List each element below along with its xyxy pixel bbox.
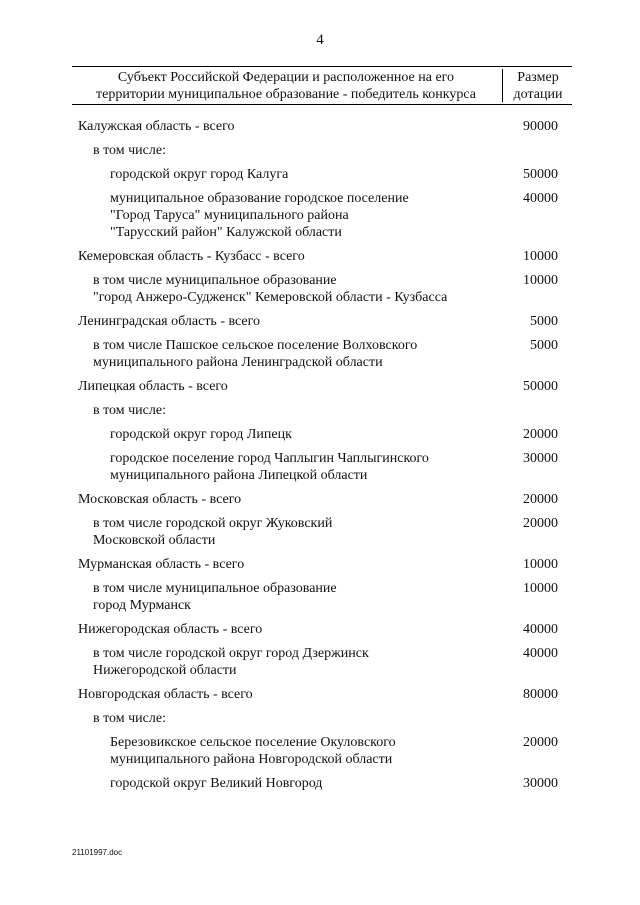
row-label-line: городской округ город Калуга (110, 167, 289, 182)
row-label-line: городской округ город Липецк (110, 427, 292, 442)
row-amount: 40000 (523, 191, 558, 206)
row-amount: 40000 (523, 622, 558, 637)
row-label-line: муниципального района Липецкой области (110, 468, 368, 483)
row-label (78, 248, 305, 265)
row-amount: 30000 (523, 776, 558, 791)
row-label-line: в том числе муниципальное образование (93, 581, 337, 596)
row-label-line: "Город Таруса" муниципального района (110, 208, 349, 223)
row-label-line: в том числе: (93, 143, 166, 158)
header-amount (502, 69, 573, 102)
row-label (110, 775, 322, 792)
header-amount-line-1: Размер (517, 70, 559, 85)
row-label (78, 491, 241, 508)
page-number: 4 (316, 32, 324, 48)
row-label-line: в том числе Пашское сельское поселение Волховского (93, 338, 418, 353)
header-subject-line-1: Субъект Российской Федерации и расположенное на его (117, 70, 455, 85)
row-label-line: городское поселение город Чаплыгин Чаплыгинского (110, 451, 429, 466)
row-label-line: "Тарусский район" Калужской области (110, 225, 342, 240)
table-header (72, 66, 572, 105)
header-amount-line-2: дотации (513, 87, 563, 102)
row-label (78, 556, 244, 573)
row-label (110, 426, 292, 443)
row-amount: 80000 (523, 687, 558, 702)
row-label (93, 645, 369, 679)
row-label-line: Калужская область - всего (78, 119, 235, 134)
row-amount: 50000 (523, 379, 558, 394)
row-label-line: Нижегородской области (93, 663, 237, 678)
row-amount: 20000 (523, 735, 558, 750)
row-label (93, 580, 337, 614)
row-amount: 10000 (523, 581, 558, 596)
row-label (93, 402, 166, 419)
row-label-line: в том числе городской округ Жуковский (93, 516, 333, 531)
header-subject-line-2: территории муниципальное образование - победитель конкурса (96, 87, 476, 102)
row-amount: 90000 (523, 119, 558, 134)
row-label-line: Новгородская область - всего (78, 687, 253, 702)
row-label (78, 313, 260, 330)
row-amount: 20000 (523, 492, 558, 507)
row-label (110, 190, 409, 241)
row-amount: 20000 (523, 516, 558, 531)
row-label-line: городской округ Великий Новгород (110, 776, 323, 791)
row-label-line: Московская область - всего (78, 492, 242, 507)
row-label-line: Московской области (93, 533, 216, 548)
row-label-line: в том числе муниципальное образование (93, 273, 337, 288)
row-label (110, 734, 396, 768)
row-label (93, 515, 332, 549)
row-label-line: в том числе: (93, 711, 166, 726)
row-amount: 10000 (523, 249, 558, 264)
row-label-line: Мурманская область - всего (78, 557, 245, 572)
row-label (93, 272, 447, 306)
row-label-line: в том числе городской округ город Дзержинск (93, 646, 369, 661)
row-label-line: город Мурманск (93, 598, 191, 613)
row-label-line: "город Анжеро-Судженск" Кемеровской области - Кузбасса (93, 290, 448, 305)
row-label (93, 142, 166, 159)
row-label (78, 621, 262, 638)
row-label (110, 450, 429, 484)
row-label (78, 686, 253, 703)
row-amount: 5000 (530, 338, 558, 353)
row-label-line: в том числе: (93, 403, 166, 418)
row-label-line: муниципального района Новгородской области (110, 752, 393, 767)
file-name: 21101997.doc (72, 848, 123, 857)
row-amount: 10000 (523, 557, 558, 572)
row-label-line: Нижегородская область - всего (78, 622, 263, 637)
row-label-line: муниципальное образование городское поселение (110, 191, 409, 206)
row-label-line: муниципального района Ленинградской области (93, 355, 383, 370)
row-amount: 5000 (530, 314, 558, 329)
row-label (93, 337, 417, 371)
row-amount: 50000 (523, 167, 558, 182)
row-label (93, 710, 166, 727)
row-label-line: Березовикское сельское поселение Окуловского (110, 735, 396, 750)
row-amount: 40000 (523, 646, 558, 661)
row-label (78, 118, 235, 135)
row-amount: 30000 (523, 451, 558, 466)
row-label-line: Кемеровская область - Кузбасс - всего (78, 249, 305, 264)
row-amount: 10000 (523, 273, 558, 288)
row-label-line: Липецкая область - всего (78, 379, 228, 394)
row-label (110, 166, 288, 183)
row-amount: 20000 (523, 427, 558, 442)
header-subject (72, 69, 500, 103)
row-label (78, 378, 228, 395)
row-label-line: Ленинградская область - всего (78, 314, 260, 329)
